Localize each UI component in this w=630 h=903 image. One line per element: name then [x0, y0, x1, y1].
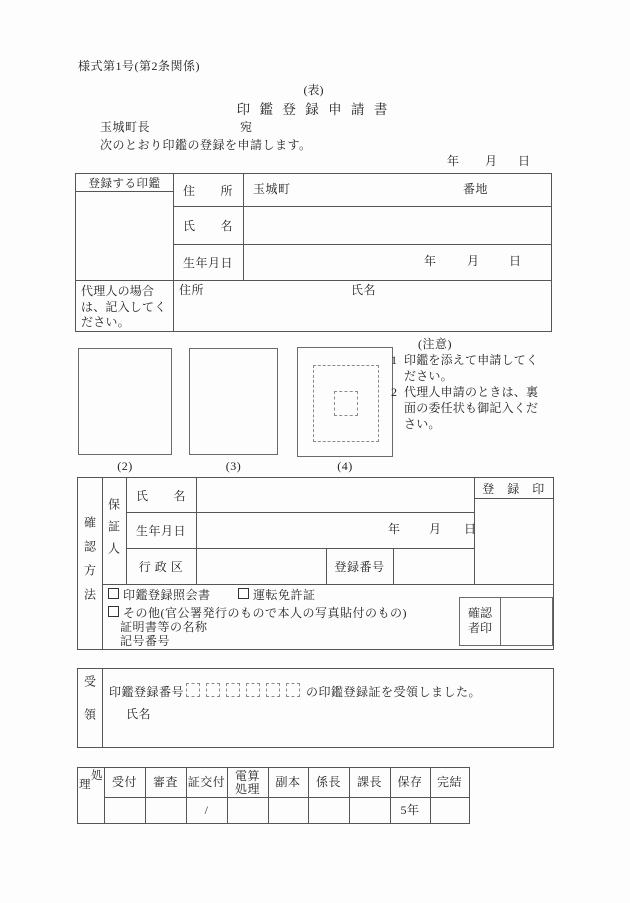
note-item-2	[391, 385, 549, 432]
name-label: 氏 名	[182, 218, 233, 233]
agent-name-label: 氏名	[351, 283, 377, 297]
note-item-2-text: 代理人申請のときは、裏面の委任状も御記入ください。	[404, 385, 539, 431]
receipt-name-label: 氏名	[126, 707, 152, 721]
check-option-registration-inquiry: 印鑑登録照会書	[123, 588, 211, 602]
number-digit-box	[186, 683, 200, 697]
note-item-1-text: 印鑑を添えて申請してください。	[404, 353, 539, 383]
receipt-vertical-label: 受領	[82, 675, 97, 741]
checkbox-icon	[238, 588, 249, 599]
checkbox-line-2	[108, 606, 407, 620]
receipt-registration-number-label: 印鑑登録番号	[109, 685, 185, 699]
number-digit-box	[286, 683, 300, 697]
value-cell-completion	[430, 797, 469, 823]
page-title: 印 鑑 登 録 申 請 書	[236, 102, 391, 117]
seal-box-label-2: (2)	[117, 459, 133, 473]
birth-month-label: 月	[467, 254, 480, 268]
checkbox-icon	[108, 606, 119, 617]
note-item-1	[391, 353, 549, 385]
divider	[102, 584, 553, 585]
address-label: 住 所	[182, 183, 233, 198]
confirmation-method-vertical-label: 確認方法	[82, 515, 97, 612]
value-cell-certificate-issue: /	[204, 802, 209, 817]
guarantor-birth-day-label: 日	[464, 522, 477, 536]
divider	[393, 548, 394, 584]
seal-guide-inner-dashed-box	[334, 391, 358, 416]
column-header-computer-processing: 電算処理	[234, 768, 260, 796]
guarantor-name-label: 氏 名	[135, 488, 186, 503]
date-month-label: 月	[485, 154, 498, 168]
check-option-drivers-license: 運転免許証	[253, 588, 316, 602]
agent-note: 代理人の場合は、記入してください。	[81, 284, 167, 329]
checkbox-icon	[108, 588, 119, 599]
value-cell-retention: 5年	[400, 802, 420, 817]
column-header-review: 審査	[152, 775, 178, 789]
number-digit-box	[266, 683, 280, 697]
certificate-name-label: 証明書等の名称	[120, 620, 208, 634]
guarantor-birth-year-label: 年	[388, 522, 401, 536]
column-header-certificate-issue: 証交付	[187, 775, 226, 789]
divider	[500, 598, 501, 645]
applicant-table	[75, 173, 552, 332]
address-suffix: 番地	[463, 182, 489, 196]
column-header-duplicate: 副本	[275, 775, 301, 789]
checker-seal-box	[459, 597, 553, 646]
checkbox-line-1	[108, 588, 211, 602]
number-digit-box	[226, 683, 240, 697]
seal-box-label-3: (3)	[225, 459, 242, 473]
guarantor-vertical-label: 保証人	[106, 498, 121, 564]
form-number: 様式第1号(第2条関係)	[78, 59, 200, 73]
address-prefix: 玉城町	[253, 182, 291, 196]
divider	[76, 280, 551, 281]
side-label: (表)	[303, 83, 324, 97]
agent-address-label: 住所	[179, 283, 205, 297]
value-cell-reception	[104, 797, 145, 823]
note-item-2-number: 2	[391, 385, 398, 399]
column-header-completion: 完結	[436, 775, 462, 789]
confirmation-table	[77, 477, 554, 650]
registered-seal-header: 登 録 印	[482, 481, 545, 496]
value-cell-review	[145, 797, 186, 823]
seal-column-header: 登録する印鑑	[88, 177, 161, 190]
processing-label-char-top: 処	[91, 770, 103, 782]
check-option-other: その他(官公署発行のもので本人の写真貼付のもの)	[123, 606, 407, 620]
guarantor-birth-month-label: 月	[429, 522, 442, 536]
column-header-reception: 受付	[111, 775, 137, 789]
column-header-section-chief: 係長	[315, 775, 341, 789]
notes-title: (注意)	[418, 337, 452, 351]
number-digit-box	[246, 683, 260, 697]
seal-box-label-4: (4)	[337, 459, 353, 473]
value-cell-section-chief	[308, 797, 349, 823]
seal-impression-box-4	[297, 347, 393, 457]
column-header-division-chief: 課長	[356, 775, 382, 789]
note-item-1-number: 1	[391, 353, 398, 367]
value-cell-division-chief	[349, 797, 390, 823]
addressee-suffix: 宛	[240, 120, 253, 134]
processing-label-char-bottom: 理	[79, 779, 91, 791]
birth-day-label: 日	[509, 254, 522, 268]
column-header-retention: 保存	[397, 775, 423, 789]
divider	[102, 669, 103, 747]
birth-year-label: 年	[424, 254, 437, 268]
divider	[474, 498, 553, 499]
district-label: 行 政 区	[138, 559, 184, 574]
value-cell-duplicate	[268, 797, 308, 823]
divider	[76, 191, 173, 192]
number-digit-box	[206, 683, 220, 697]
seal-impression-box-3	[189, 348, 278, 455]
checker-seal-label-line1: 確認	[467, 606, 492, 620]
divider	[196, 478, 197, 584]
checker-seal-label-line2: 者印	[467, 621, 492, 635]
intro-sentence: 次のとおり印鑑の登録を申請します。	[100, 138, 312, 152]
receipt-table	[77, 668, 554, 748]
processing-table	[77, 767, 470, 824]
guarantor-birth-label: 生年月日	[135, 523, 186, 538]
addressee: 玉城町長	[100, 120, 151, 134]
value-cell-computer-processing	[227, 797, 268, 823]
divider	[243, 174, 244, 280]
certificate-number-label: 記号番号	[120, 634, 171, 648]
receipt-statement-suffix: の印鑑登録証を受領しました。	[306, 685, 482, 699]
date-day-label: 日	[518, 154, 531, 168]
registration-number-label: 登録番号	[334, 559, 385, 574]
date-year-label: 年	[447, 154, 460, 168]
seal-impression-box-2	[78, 348, 172, 455]
checkbox-line-1b	[238, 588, 316, 602]
birth-label: 生年月日	[182, 255, 233, 270]
